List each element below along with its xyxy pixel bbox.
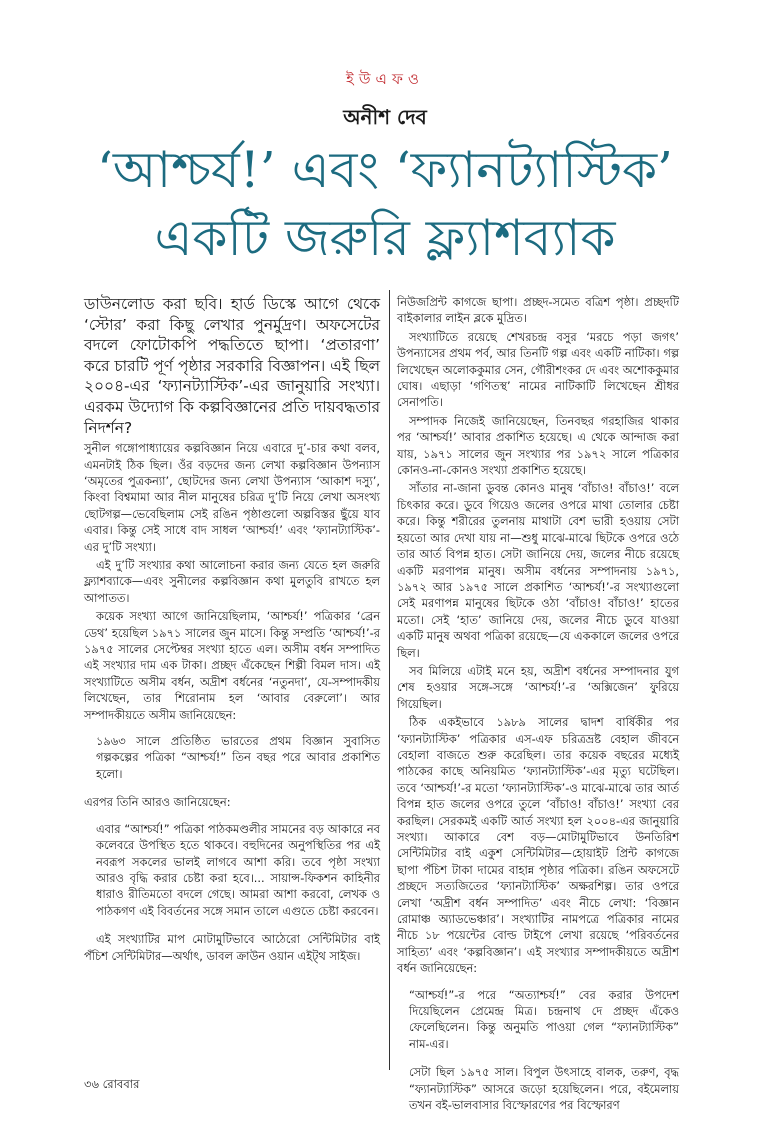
block-quote: এবার “আশ্চর্য!” পত্রিকা পাঠকমণ্ডলীর সামনের বড় আকারে নব কলেবরে উপস্থিত হতে থাকবে। বহুদিনের অনুপস্থিতির পর এই নবরূপ সকলের ভালই লাগবে আশা করি। তবে পৃষ্ঠা সংখ্যা আরও বৃদ্ধি করার চেষ্টা করা হবে।... সায়ান্স-ফিকশন কাহিনীর ধারাও রীতিমতো বদলে গেছে। আমরা আশা করবো, লেখক ও পাঠকগণ এই বিবর্তনের সঙ্গে সমান তালে এগুতে চেষ্টা করবেন। bbox=[96, 821, 380, 918]
lead-paragraph: ডাউনলোড করা ছবি। হার্ড ডিস্কে আগে থেকে ‘স্টোর’ করা কিছু লেখার পুনর্মুদ্রণ। অফসেটের বদলে ফোটোকপি পদ্ধতিতে ছাপা। ‘প্রতারণা’ করে চারটি পূর্ণ পৃষ্ঠার সরকারি বিজ্ঞাপন। এই ছিল ২০০৪-এর ‘ফ্যানট্যাস্টিক’-এর জানুয়ারি সংখ্যা। এরকম উদ্যোগ কি কল্পবিজ্ঞানের প্রতি দায়বদ্ধতার নিদর্শন? bbox=[84, 295, 380, 437]
body-paragraph: সম্পাদক নিজেই জানিয়েছেন, তিনবছর গরহাজির থাকার পর ‘আশ্চর্য!’ আবার প্রকাশিত হয়েছে। এ থেকে আন্দাজ করা যায়, ১৯৭১ সালের জুন সংখ্যার পর ১৯৭২ সালে পত্রিকার কোনও-না-কোনও সংখ্যা প্রকাশিত হয়েছে। bbox=[397, 413, 679, 478]
body-paragraph: এই দু’টি সংখ্যার কথা আলোচনা করার জন্য যেতে হল জরুরি ফ্ল্যাশব্যাকে—এবং সুনীলের কল্পবিজ্ঞান কথা মুলতুবি রাখতে হল আপাতত। bbox=[84, 558, 380, 605]
block-quote: ১৯৬৩ সালে প্রতিষ্ঠিত ভারতের প্রথম বিজ্ঞান সুবাসিত গল্পকল্পের পত্রিকা “আশ্চর্য!” তিন বছর পরে আবার প্রকাশিত হলো। bbox=[96, 734, 380, 781]
body-paragraph: সব মিলিয়ে এটাই মনে হয়, অদ্রীশ বর্ধনের সম্পাদনার যুগ শেষ হওয়ার সঙ্গে-সঙ্গে ‘আশ্চর্য!’-র ‘অক্সিজেন’ ফুরিয়ে গিয়েছিল। bbox=[397, 663, 679, 711]
column-divider bbox=[389, 290, 390, 1070]
section-kicker: ইউএফও bbox=[346, 70, 424, 88]
headline-line-1: ‘আশ্চর্য!’ এবং ‘ফ্যানট্যাস্টিক’ bbox=[97, 141, 673, 199]
body-paragraph: এরপর তিনি আরও জানিয়েছেন: bbox=[84, 795, 231, 810]
page-folio: ৩৬ রোববার bbox=[84, 1077, 140, 1091]
block-quote: “আশ্চর্য!”-র পরে “অত্যাশ্চর্য!” বের করার উপদেশ দিয়েছিলেন প্রেমেন্দ্র মিত্র। চন্দ্রনাথ দে প্রচ্ছদ এঁকেও ফেলেছিলেন। কিন্তু অনুমতি পাওয়া গেল “ফ্যানট্যাস্টিক” নাম-এর। bbox=[409, 987, 679, 1051]
body-paragraph: নিউজপ্রিন্ট কাগজে ছাপা। প্রচ্ছদ-সমেত বত্রিশ পৃষ্ঠা। প্রচ্ছদটি বাইকালার লাইন ব্লকে মুদ্রিত। bbox=[397, 295, 679, 326]
body-paragraph: সুনীল গঙ্গোপাধ্যায়ের কল্পবিজ্ঞান নিয়ে এবারে দু’-চার কথা বলব, এমনটাই ঠিক ছিল। ওঁর বড়দের জন্য লেখা কল্পবিজ্ঞান উপন্যাস ‘অমৃতের পুত্রকন্যা’, ছোটদের জন্য লেখা উপন্যাস ‘আকাশ দস্যু’, কিংবা বিশ্বমামা আর নীল মানুষের চরিত্র দু’টি নিয়ে লেখা অসংখ্য ছোটগল্প—ভেবেছিলাম সেই রঙিন পৃষ্ঠাগুলো অল্পবিস্তর ছুঁয়ে যাব এবার। কিন্তু সেই সাধে বাদ সাধল ‘আশ্চর্য!’ এবং ‘ফ্যানট্যাস্টিক’-এর দু’টি সংখ্যা। bbox=[84, 441, 380, 554]
headline-line-2: একটি জরুরি ফ্ল্যাশব্যাক bbox=[154, 209, 616, 267]
body-paragraph: এই সংখ্যাটির মাপ মোটামুটিভাবে আঠেরো সেন্টিমিটার বাই পঁচিশ সেন্টিমিটার—অর্থাৎ, ডাবল ক্রাউন ওয়ান এইট্থ সাইজ। bbox=[84, 932, 380, 963]
block-quote: সেটা ছিল ১৯৭৫ সাল। বিপুল উৎসাহে বালক, তরুণ, বৃদ্ধ “ফ্যানট্যাস্টিক” আসরে জড়ো হয়েছিলেন। পরে, বইমেলায় তখন বই-ভালবাসার বিস্ফোরণের পর বিস্ফোরণ bbox=[409, 1065, 679, 1113]
body-paragraph: সংখ্যাটিতে রয়েছে শেখরচন্দ্র বসুর ‘মরচে পড়া জগৎ’ উপন্যাসের প্রথম পর্ব, আর তিনটি গল্প এবং একটি নাটিকা। গল্প লিখেছেন অলোককুমার সেন, গৌরীশংকর দে এবং অশোককুমার ঘোষ। এছাড়া ‘গণিতস্থ’ নামের নাটিকাটি লিখেছেন শ্রীধর সেনাপতি। bbox=[397, 329, 680, 410]
body-paragraph: কয়েক সংখ্যা আগে জানিয়েছিলাম, ‘আশ্চর্য!’ পত্রিকার ‘ব্রেন ডেথ’ হয়েছিল ১৯৭১ সালের জুন মাসে। কিন্তু সম্প্রতি ‘আশ্চর্য!’-র ১৯৭৫ সালের সেপ্টেম্বর সংখ্যা হাতে এল। অসীম বর্ধন সম্পাদিত এই সংখ্যার দাম এক টাকা। প্রচ্ছদ এঁকেছেন শিল্পী বিমল দাস। এই সংখ্যাটিতে অসীম বর্ধন, অদ্রীশ বর্ধনের ‘নতুনদা’, যে-সম্পাদকীয় লিখেছেন, তার শিরোনাম হল ‘আবার বেরুলো’। আর সম্পাদকীয়তে অসীম জানিয়েছেন: bbox=[84, 609, 380, 722]
right-column bbox=[397, 294, 679, 1126]
author-name: অনীশ দেব bbox=[343, 105, 427, 129]
body-paragraph: সাঁতার না-জানা ডুবন্ত কোনও মানুষ ‘বাঁচাও! বাঁচাও!’ বলে চিৎকার করে। ডুবে গিয়েও জলের ওপরে মাথা তোলার চেষ্টা করে। কিন্তু শরীরের তুলনায় মাথাটা বেশ ভারী হওয়ায় সেটা হয়তো আর দেখা যায় না—শুধু মাঝে-মাঝে ছিটকে ওপরে ওঠে তার আর্ত বিপন্ন হাত। সেটা জানিয়ে দেয়, জলের নীচে রয়েছে একটি মরণাপন্ন মানুষ। অসীম বর্ধনের সম্পাদনায় ১৯৭১, ১৯৭২ আর ১৯৭৫ সালে প্রকাশিত ‘আশ্চর্য!’-র সংখ্যাগুলো সেই মরণাপন্ন মানুষের ছিটকে ওঠা ‘বাঁচাও! বাঁচাও!’ হাতের মতো। সেই ‘হাত’ জানিয়ে দেয়, জলের নীচে ডুবে যাওয়া একটি মানুষ অথবা পত্রিকা রয়েছে—যে এককালে জলের ওপরে ছিল। bbox=[397, 481, 679, 660]
left-column bbox=[84, 294, 380, 966]
body-paragraph: ঠিক একইভাবে ১৯৮৯ সালের দ্বাদশ বার্ষিকীর পর ‘ফ্যানট্যাস্টিক’ পত্রিকার এস-এফ চরিত্রভ্রষ্ট বেহাল জীবনে বেহালা বাজতে শুরু করেছিল। তার কয়েক বছরের মধ্যেই পাঠকের কাছে অনিয়মিত ‘ফ্যানট্যাস্টিক’-এর মৃত্যু ঘটেছিল। তবে ‘আশ্চর্য!’-র মতো ‘ফ্যানট্যাস্টিক’-ও মাঝে-মাঝে তার আর্ত বিপন্ন হাত জলের ওপরে তুলে ‘বাঁচাও! বাঁচাও!’ সংখ্যা বের করছিল। সেরকমই একটি আর্ত সংখ্যা হল ২০০৪-এর জানুয়ারি সংখ্যা। আকারে বেশ বড়—মোটামুটিভাবে উনতিরিশ সেন্টিমিটার বাই একুশ সেন্টিমিটার—হোয়াইট প্রিন্ট কাগজে ছাপা পঁচিশ টাকা দামের বাহান্ন পৃষ্ঠার পত্রিকা। রঙিন অফসেটে প্রচ্ছদে সত্যজিতের ‘ফ্যানট্যাস্টিক’ অক্ষরশিল্প। তার ওপরে লেখা ‘অদ্রীশ বর্ধন সম্পাদিত’ এবং নীচে লেখা: ‘বিজ্ঞান রোমাঞ্চ অ্যাডভেঞ্চার’। সংখ্যাটির নামপত্রে পত্রিকার নামের নীচে ১৮ পয়েন্টের বোল্ড টাইপে লেখা রয়েছে ‘পরিবর্তনের সাহিত্য’ এবং ‘কল্পবিজ্ঞান’। এই সংখ্যার সম্পাদকীয়তে অদ্রীশ বর্ধন জানিয়েছেন: bbox=[397, 715, 679, 976]
